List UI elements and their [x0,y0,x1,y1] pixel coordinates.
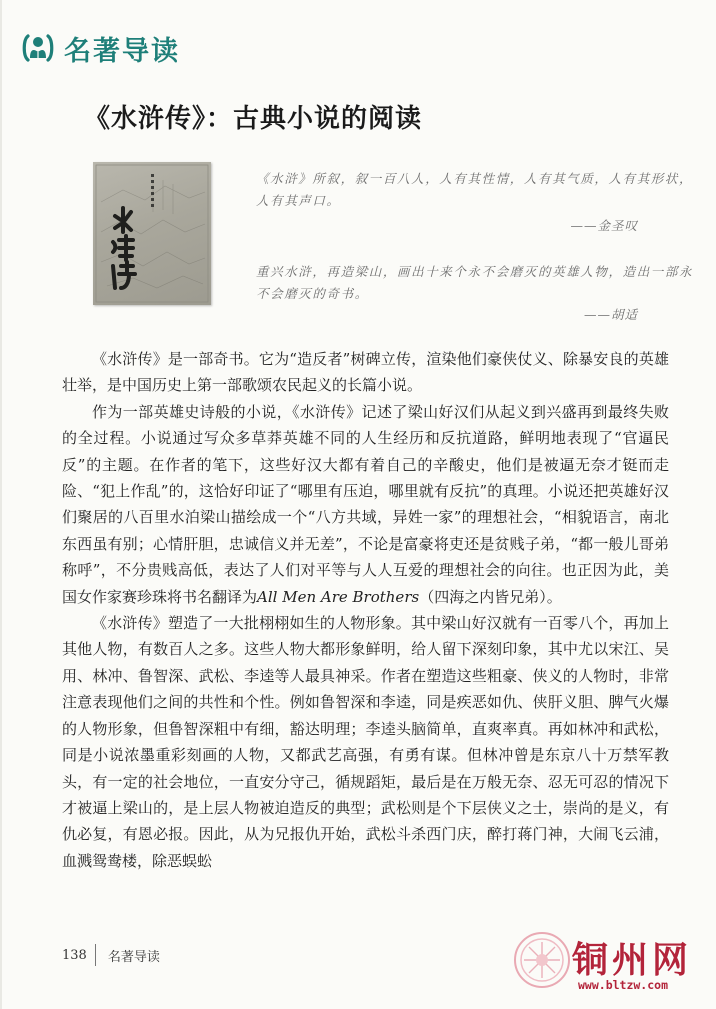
watermark-seal-icon [512,930,572,990]
watermark-name: 铜州网 [572,940,693,981]
watermark [512,928,712,1000]
footer-divider [95,944,96,966]
section-title: 名著导读 [64,35,180,67]
section-header [20,28,180,68]
watermark-url: www.bltzw.com [578,978,669,992]
paragraph [62,399,669,610]
page-title: 《水浒传》：古典小说的阅读 [84,104,423,134]
quote-attribution: ——胡适 [583,307,638,322]
quote-hu-shi: 重兴水浒，再造梁山，画出十来个永不会磨灭的英雄人物，造出一部永不会磨灭的奇书。 [256,264,694,301]
english-title-note: （四海之内皆兄弟）。 [419,587,562,606]
quote-attribution: ——金圣叹 [570,218,638,233]
paragraph: 《水浒传》是一部奇书。它为“造反者”树碑立传，渲染他们豪侠仗义、除暴安良的英雄壮举，是中国历史上第一部歌颂农民起义的长篇小说。 [62,350,669,395]
quote-jin-shengtan: 《水浒》所叙，叙一百八人，人有其性情，人有其气质，人有其形状，人有其声口。 [256,171,694,208]
book-cover-image [93,162,211,305]
body-text [62,346,669,874]
book-reader-icon [20,30,56,66]
page-number: 138 [62,947,87,963]
english-title: All Men Are Brothers [257,587,420,606]
paragraph-text: 作为一部英雄史诗般的小说，《水浒传》记述了梁山好汉们从起义到兴盛再到最终失败的全过程。小说通过写众多草莽英雄不同的人生经历和反抗道路，鲜明地表现了“官逼民反”的主题。在作者的笔下，这些好汉大都有着自己的辛酸史，他们是被逼无奈才铤而走险、“犯上作乱”的，这恰好印证了“哪里有压迫，哪里就有反抗”的真理。小说还把英雄好汉们聚居的八百里水泊梁山描绘成一个“八方共域，异姓一家”的理想社会，“相貌语言，南北东西虽有别；心情肝胆，忠诚信义并无差”，不论是富豪将吏还是贫贱子弟，“都一般儿哥弟称呼”，不分贵贱高低，表达了人们对平等与人人互爱的理想社会的向往。也正因为此，美国女作家赛珍珠将书名翻译为 [62,402,669,606]
book-cover-art [93,162,211,305]
footer-label: 名著导读 [107,949,160,965]
page-footer [62,944,160,966]
paragraph: 《水浒传》塑造了一大批栩栩如生的人物形象。其中梁山好汉就有一百零八个，再加上其他人物，有数百人之多。这些人物大都形象鲜明，给人留下深刻印象，其中尤以宋江、吴用、林冲、鲁智深、武松、李逵等人最具神采。作者在塑造这些粗豪、侠义的人物时，非常注意表现他们之间的共性和个性。例如鲁智深和李逵，同是疾恶如仇、侠肝义胆、脾气火爆的人物形象，但鲁智深粗中有细，豁达明理；李逵头脑简单，直爽率真。再如林冲和武松，同是小说浓墨重彩刻画的人物，又都武艺高强，有勇有谋。但林冲曾是东京八十万禁军教头，有一定的社会地位，一直安分守己，循规蹈矩，最后是在万般无奈、忍无可忍的情况下才被逼上梁山的，是上层人物被迫造反的典型；武松则是个下层侠义之士，崇尚的是义，有仇必复，有恩必报。因此，从为兄报仇开始，武松斗杀西门庆，醉打蒋门神，大闹飞云浦，血溅鸳鸯楼，除恶蜈蚣 [62,614,669,870]
